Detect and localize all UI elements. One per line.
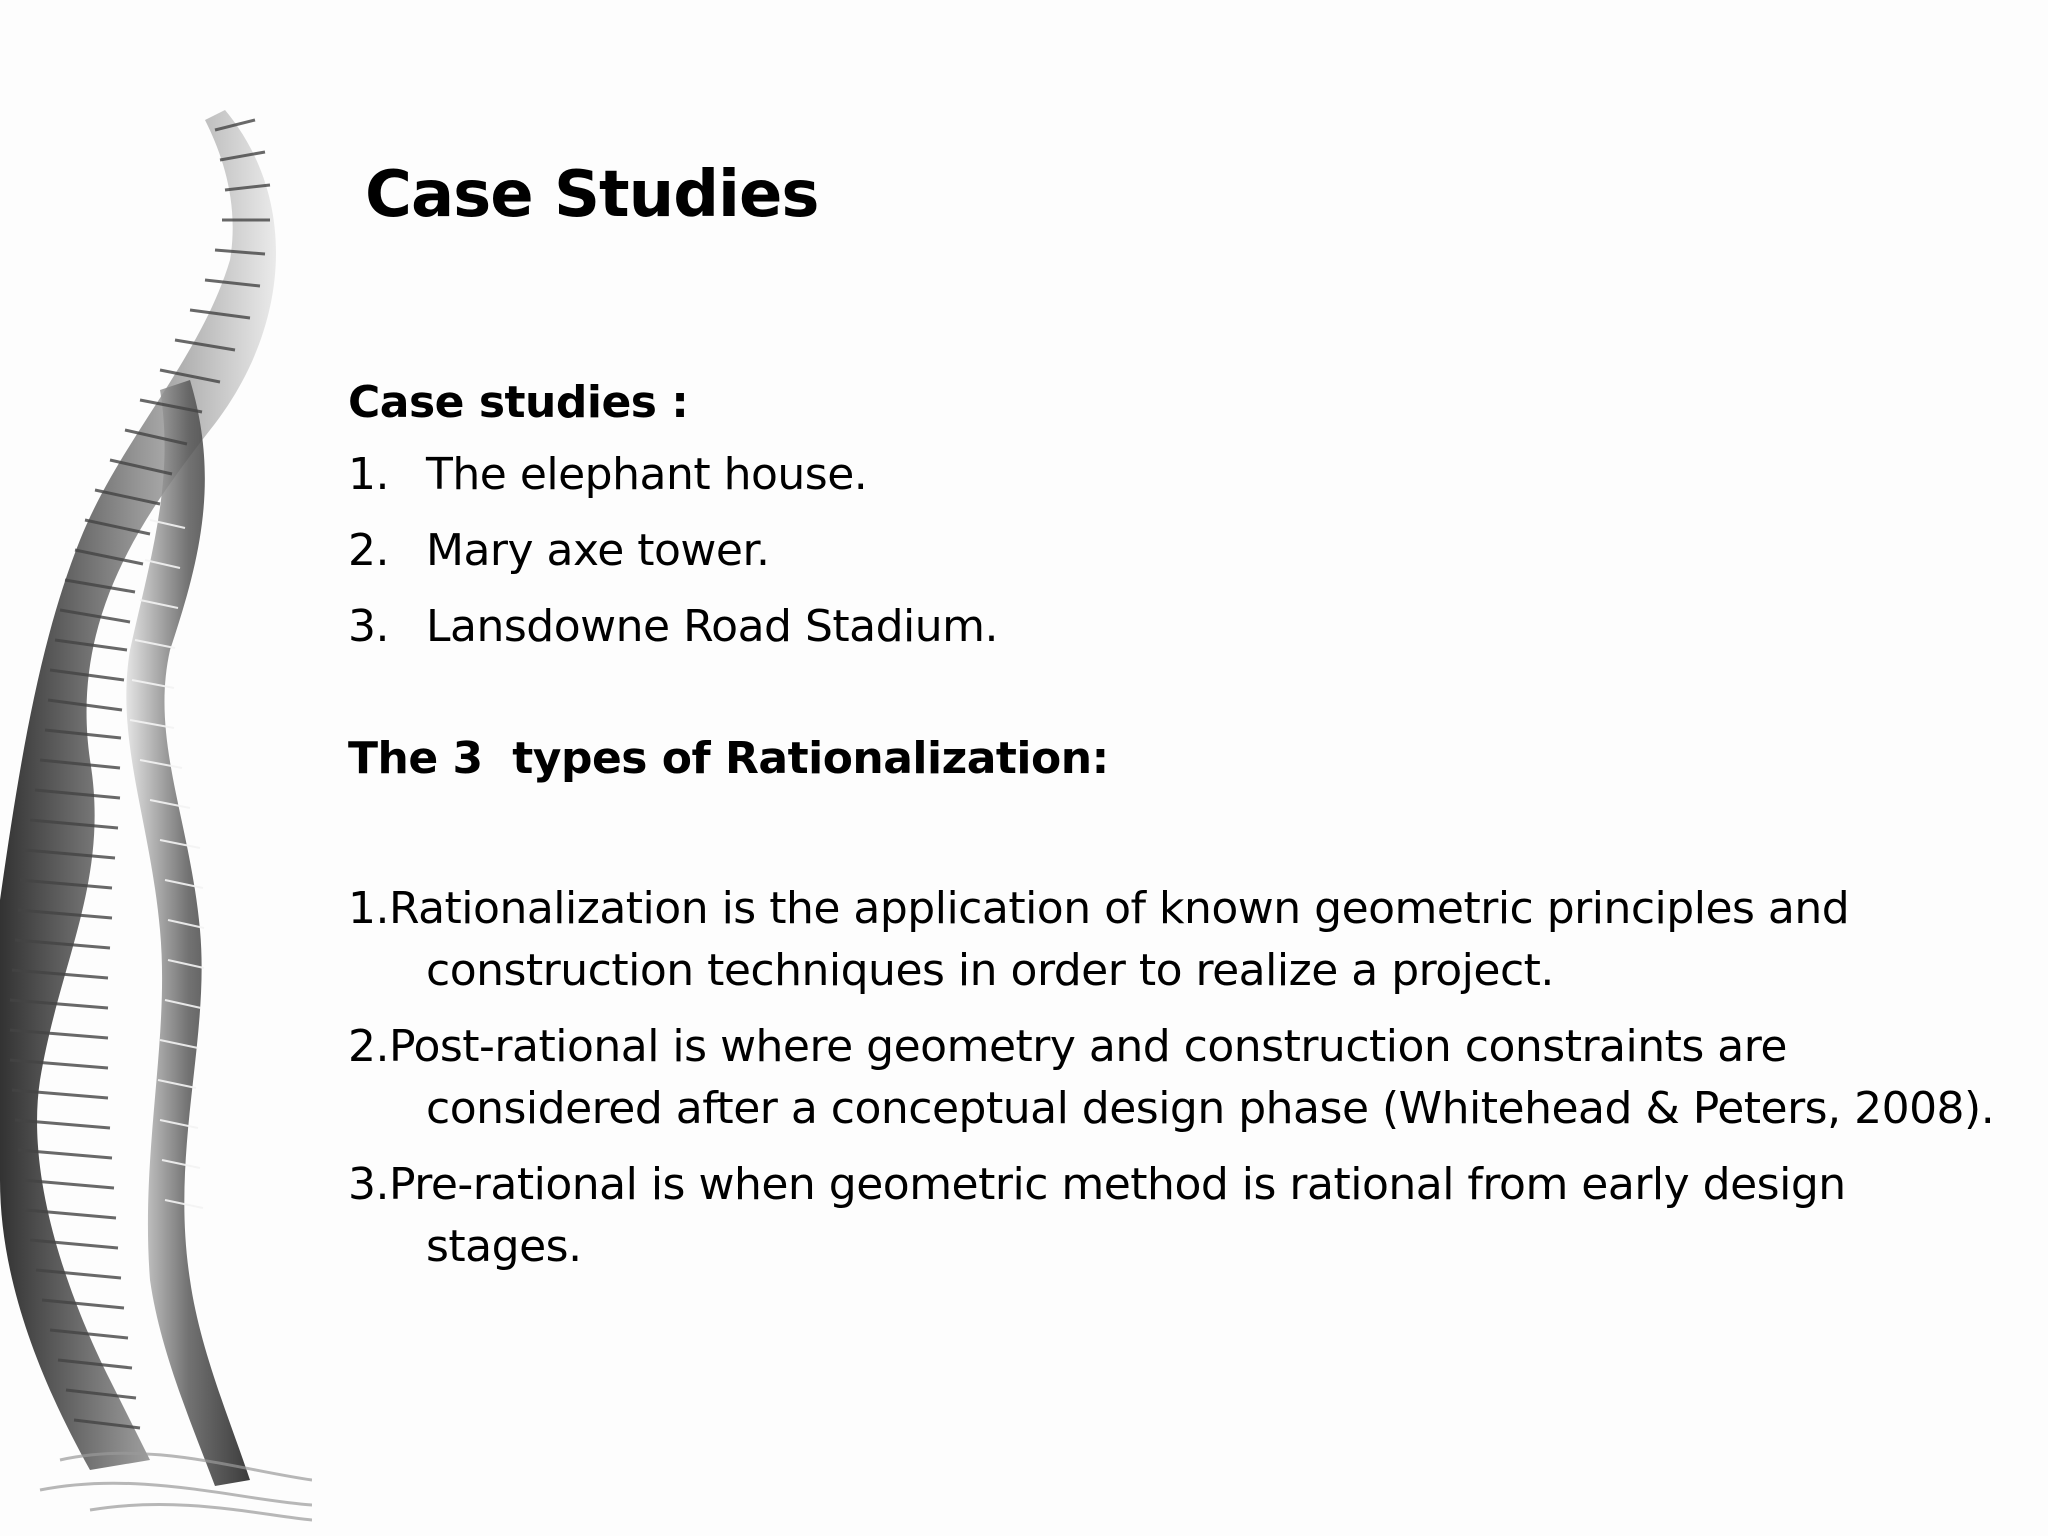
slide-content (348, 372, 1995, 1292)
slide-title: Case Studies (365, 158, 819, 232)
case-studies-heading: Case studies : (348, 377, 689, 428)
rationalization-types-list (348, 878, 1995, 1278)
list-item (348, 520, 1988, 582)
list-item (348, 444, 1988, 506)
list-item (348, 596, 1988, 658)
list-number: 3. (348, 601, 389, 652)
list-item-text: Mary axe tower. (426, 525, 770, 576)
rationalization-types-heading: The 3 types of Rationalization: (348, 733, 1109, 784)
list-item: 1.Rationalization is the application of known geometric principles and construction techniques in order to realize a project. (348, 883, 1850, 996)
list-number: 2. (348, 525, 389, 576)
list-item: 2.Post-rational is where geometry and construction constraints are considered after a conceptual design phase (Whitehead & Peters, 2008). (348, 1021, 1995, 1134)
parametric-tower-image (0, 0, 312, 1536)
list-item-text: Lansdowne Road Stadium. (426, 601, 998, 652)
case-studies-list (348, 444, 1988, 658)
list-item: 3.Pre-rational is when geometric method is rational from early design stages. (348, 1159, 1846, 1272)
list-item-text: The elephant house. (426, 449, 868, 500)
list-number: 1. (348, 449, 389, 500)
